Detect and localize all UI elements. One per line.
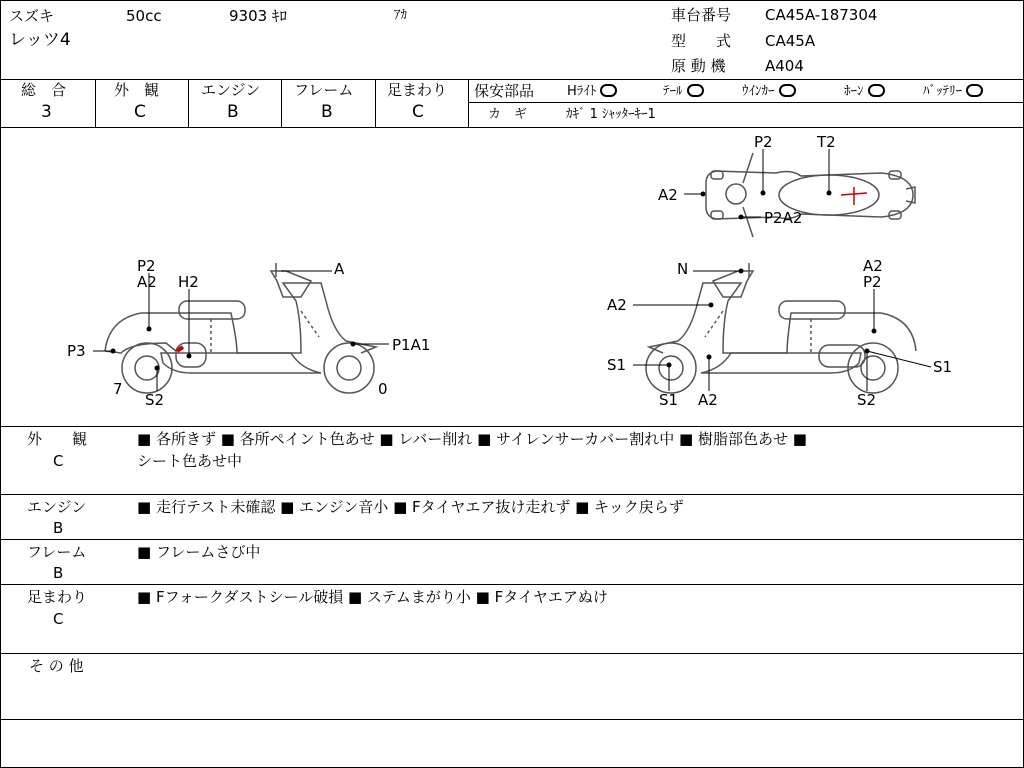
circle-mark-icon [687,84,704,97]
label-top-p2: P2 [754,133,773,151]
note-exterior-label: 外 観 [27,430,88,448]
rule [281,79,282,127]
note-suspension-text: ■ Fフォークダストシール破損 ■ ステムまがり小 ■ Fタイヤエアぬけ [137,588,608,606]
label-right-s1-bottom: S1 [659,391,679,409]
safety-item-horn: ﾎｰﾝ [844,83,885,101]
note-suspension-label: 足まわり [27,588,88,606]
rule [1,494,1023,495]
rule [468,102,1023,103]
type-value: CA45A [765,32,816,50]
key-value: ｶｷﾞ 1 ｼｬｯﾀｰｷｰ1 [566,107,656,122]
label-top-a2: A2 [658,186,678,204]
note-engine-grade: B [53,519,64,537]
rule [1,79,1023,80]
grade-engine-value: B [227,102,239,122]
maker: スズキ [9,7,55,25]
circle-mark-icon [966,84,983,97]
color: ｱｶ [394,8,407,23]
circle-mark-icon [600,84,617,97]
rule [1,426,1023,427]
label-left-p1a1: P1A1 [392,336,431,354]
grade-overall-label: 総 合 [21,81,67,99]
engine-value: A404 [765,57,804,75]
label-right-n: N [677,260,689,278]
label-top-t2: T2 [817,133,836,151]
rule [1,584,1023,585]
label-left-7: 7 [113,380,123,398]
circle-mark-icon [779,84,796,97]
grade-suspension-value: C [412,102,424,122]
safety-label: 保安部品 [474,82,535,100]
label-left-0: 0 [378,380,388,398]
note-exterior-text-cont: シート色あせ中 [137,452,243,470]
displacement: 50cc [126,7,162,25]
label-right-s2: S2 [857,391,877,409]
label-left-p2: P2 [137,257,156,275]
note-suspension-grade: C [53,610,64,628]
label-left-s2: S2 [145,391,165,409]
safety-item-winker: ｳｲﾝｶｰ [742,83,796,101]
scooter-top-view [706,153,915,237]
label-right-a2-top: A2 [863,257,883,275]
model-name: レッツ4 [9,30,71,50]
note-exterior-text: ■ 各所きず ■ 各所ペイント色あせ ■ レバー削れ ■ サイレンサーカバー割れ中 ■ 樹脂部色あせ ■ [137,430,807,448]
label-right-s1-right: S1 [933,358,953,376]
rule [468,79,469,127]
label-right-p2: P2 [863,273,882,291]
chassis-number: CA45A-187304 [765,6,878,24]
circle-mark-icon [868,84,885,97]
label-left-a2: A2 [137,273,157,291]
engine-label: 原 動 機 [671,57,726,75]
grade-suspension-label: 足まわり [387,81,448,99]
grade-exterior-label: 外 観 [114,81,160,99]
label-left-h2: H2 [178,273,199,291]
label-right-s1-left: S1 [607,356,627,374]
label-left-p3: P3 [67,342,86,360]
rule [1,719,1023,720]
grade-exterior-value: C [134,102,146,122]
chassis-label: 車台番号 [671,6,732,24]
type-label: 型 式 [671,32,732,50]
note-exterior-grade: C [53,452,64,470]
grade-frame-value: B [321,102,333,122]
note-engine-text: ■ 走行テスト未確認 ■ エンジン音小 ■ Fタイヤエア抜け走れず ■ キック戻らず [137,498,684,516]
label-right-a2-front: A2 [607,296,627,314]
note-frame-text: ■ フレームさび中 [137,543,261,561]
safety-item-headlight: Hﾗｲﾄ [567,83,617,101]
grade-engine-label: エンジン [201,81,261,99]
grade-frame-label: フレーム [294,81,354,99]
key-label: カ ギ [488,107,528,122]
scooter-diagram [1,128,1023,426]
note-frame-grade: B [53,564,64,582]
rule [375,79,376,127]
label-right-a2-bottom: A2 [698,391,718,409]
note-frame-label: フレーム [27,543,87,561]
mileage: 9303 ｷﾛ [229,7,287,25]
note-other-label: そ の 他 [29,657,84,675]
rule [1,539,1023,540]
rule [188,79,189,127]
label-top-p2a2: P2A2 [764,209,803,227]
safety-item-battery: ﾊﾞｯﾃﾘｰ [923,83,983,101]
safety-item-taillight: ﾃｰﾙ [663,83,704,101]
label-left-a: A [334,260,345,278]
rule [95,79,96,127]
grade-overall-value: 3 [41,102,52,122]
rule [1,653,1023,654]
note-engine-label: エンジン [27,498,87,516]
